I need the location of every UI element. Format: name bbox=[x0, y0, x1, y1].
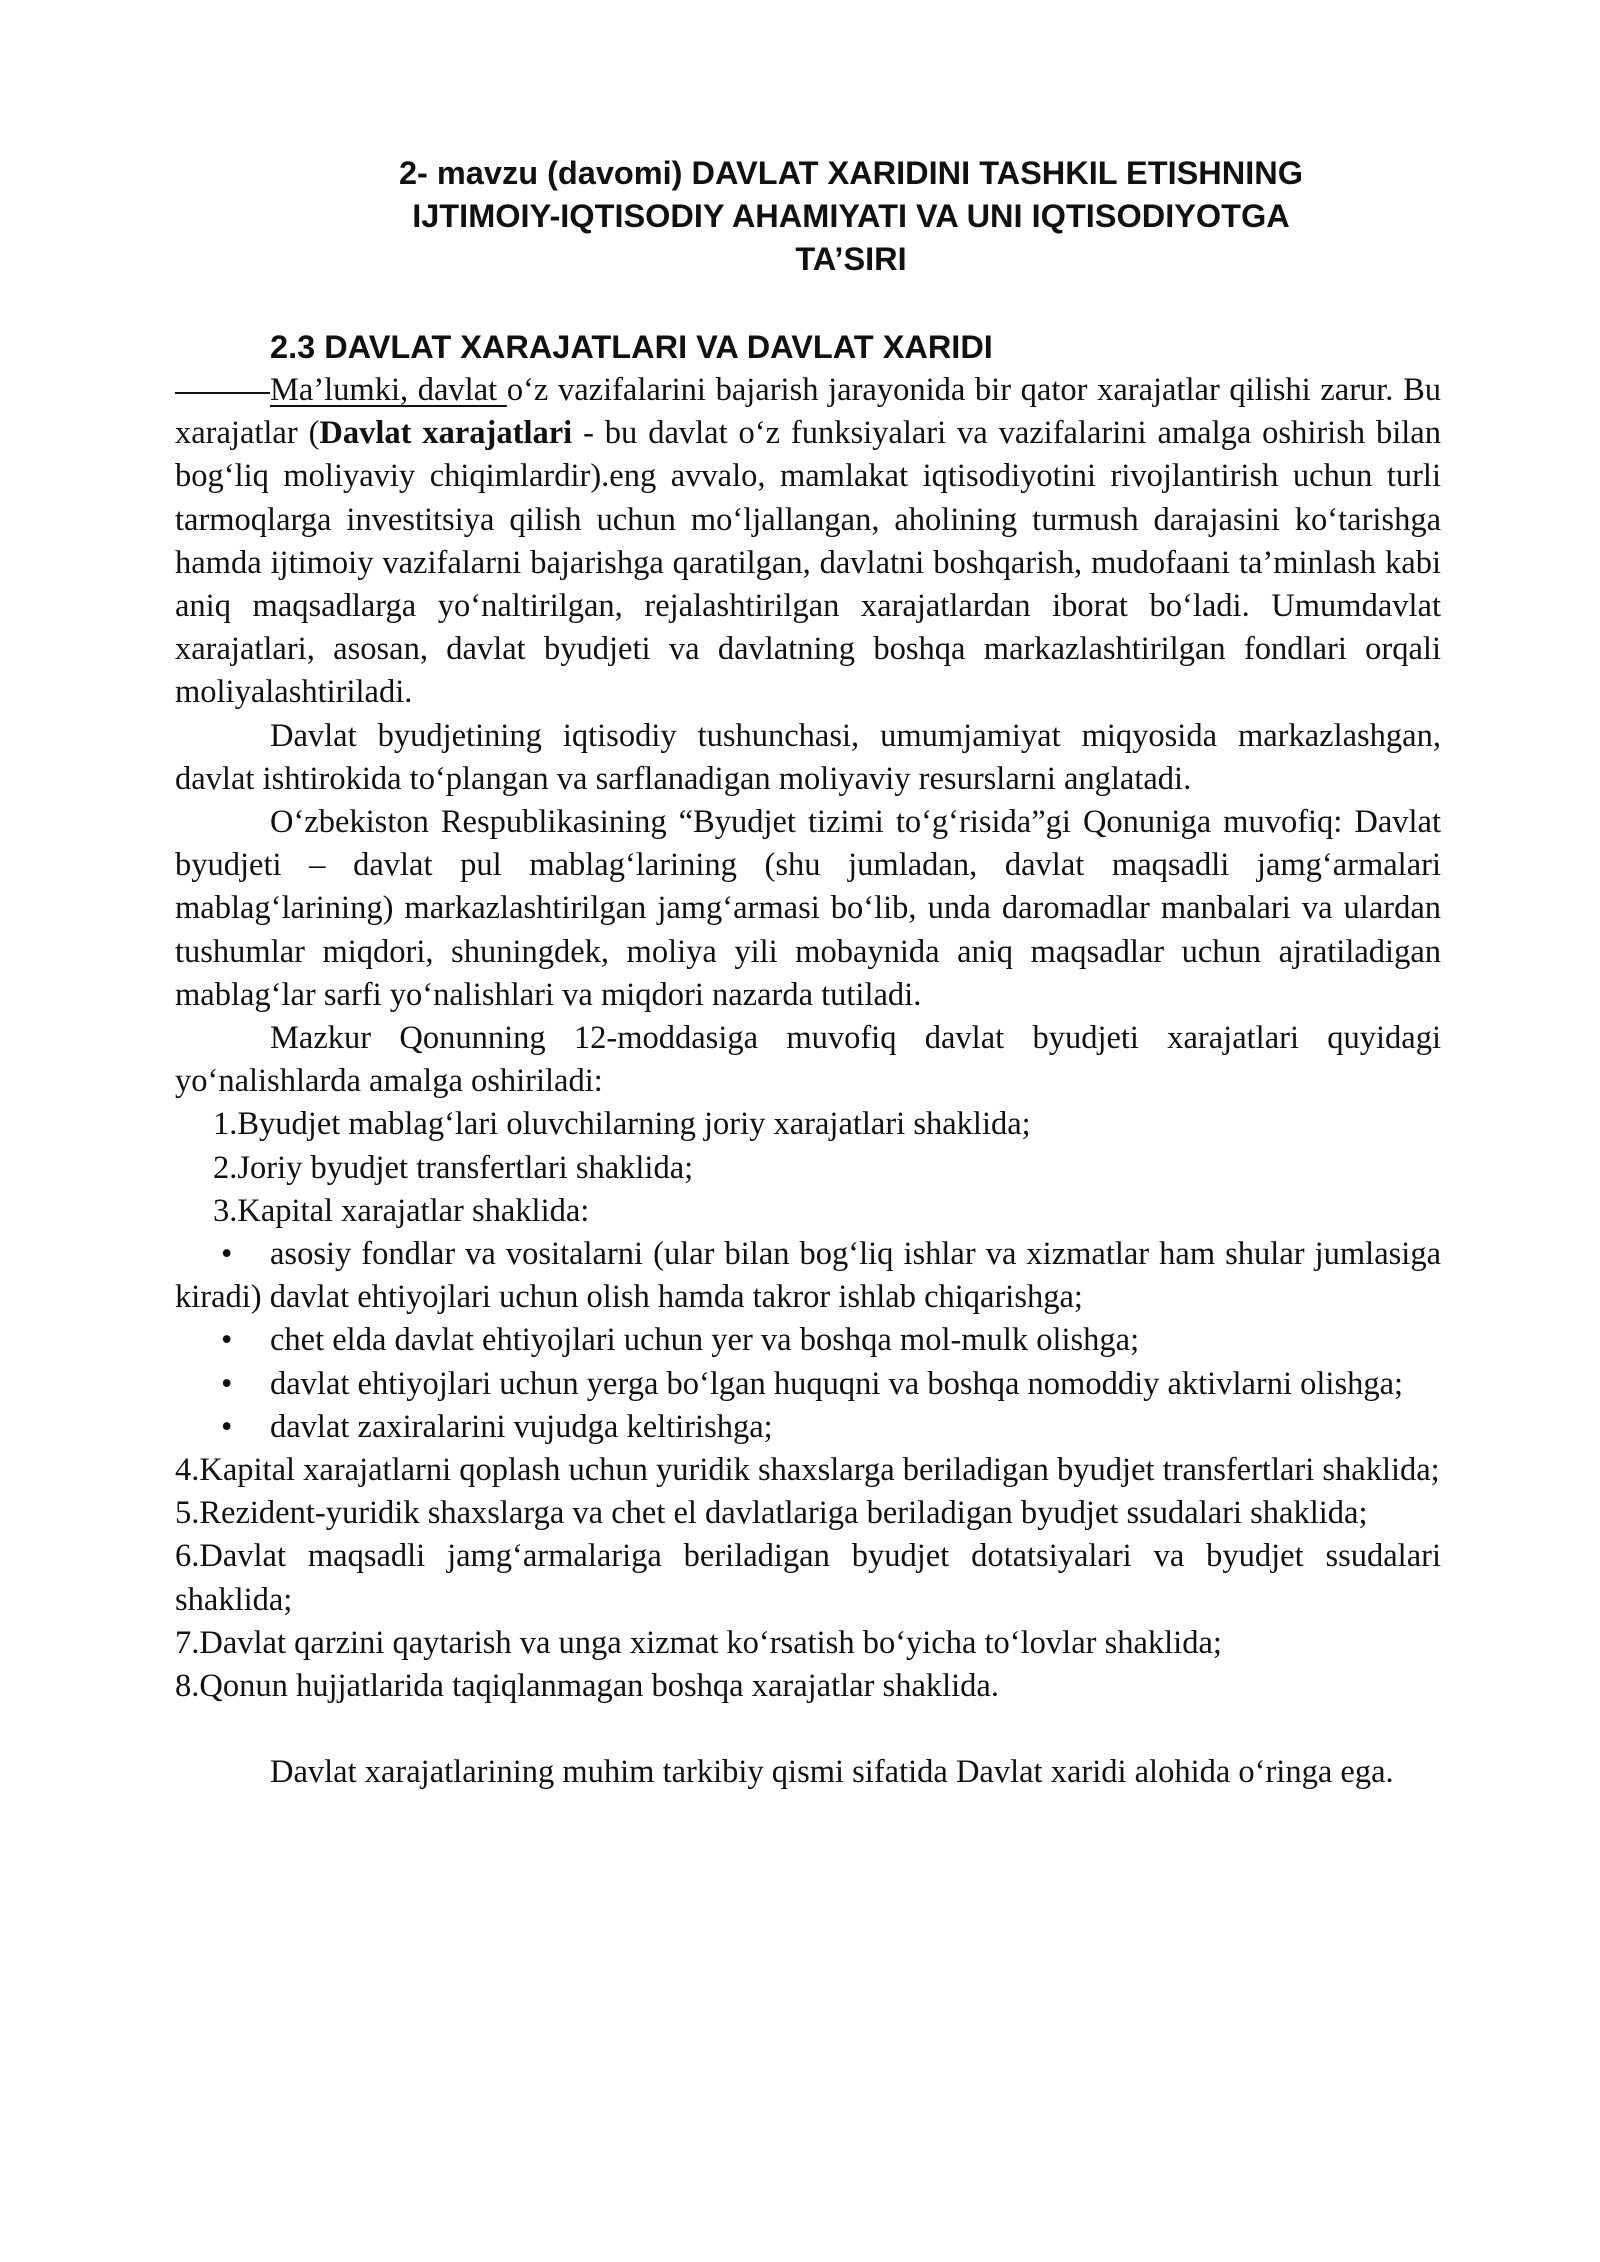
title-line-2: IJTIMOIY-IQTISODIY AHAMIYATI VA UNI IQTISODIYOTGA bbox=[412, 198, 1290, 234]
paragraph-5: Davlat xarajatlarining muhim tarkibiy qismi sifatida Davlat xaridi alohida o‘ringa ega. bbox=[270, 1754, 1394, 1791]
list-item: 7.Davlat qarzini qaytarish va unga xizmat ko‘rsatish bo‘yicha to‘lovlar shaklida; bbox=[175, 1624, 1222, 1661]
paragraph-1-underlined-start: Ma’lumki, davlat bbox=[270, 372, 507, 408]
title-line-1: 2- mavzu (davomi) DAVLAT XARIDINI TASHKIL ETISHNING bbox=[398, 155, 1304, 191]
paragraph-2: Davlat byudjetining iqtisodiy tushunchasi, umumjamiyat miqyosida markazlashgan, davlat ishtirokida to‘plangan va sarflanadigan moliyaviy resurslarni anglatadi. bbox=[175, 717, 1441, 797]
list-item: 5.Rezident-yuridik shaxslarga va chet el davlatlariga beriladigan byudjet ssudalari shaklida; bbox=[175, 1495, 1368, 1532]
section-heading: 2.3 DAVLAT XARAJATLARI VA DAVLAT XARIDI bbox=[270, 329, 993, 365]
document-title bbox=[296, 152, 1406, 281]
list-item: 6.Davlat maqsadli jamg‘armalariga beriladigan byudjet dotatsiyalari va byudjet ssudalari shaklida; bbox=[175, 1538, 1441, 1618]
title-line-3: TA’SIRI bbox=[795, 241, 907, 277]
list-item: 4.Kapital xarajatlarni qoplash uchun yuridik shaxslarga beriladigan byudjet transfertlari shaklida; bbox=[175, 1452, 1440, 1489]
bullet-list bbox=[175, 1233, 1441, 1449]
paragraph-1-text-a: o‘z vazifalarini bajarish jarayonida bir qator xarajatlar qilishi zarur. Bu xarajatlar ( bbox=[175, 372, 1441, 452]
bullet-dot: • bbox=[221, 1236, 233, 1273]
list-item: 8.Qonun hujjatlarida taqiqlanmagan boshqa xarajatlar shaklida. bbox=[175, 1668, 999, 1705]
bullet-dot: • bbox=[221, 1322, 233, 1359]
paragraph-4: Mazkur Qonunning 12-moddasiga muvofiq davlat byudjeti xarajatlari quyidagi yo‘nalishlarda amalga oshiriladi: bbox=[175, 1020, 1441, 1100]
bullet-dot: • bbox=[221, 1365, 233, 1402]
document-body bbox=[175, 369, 1441, 1795]
list-item: 1.Byudjet mablag‘lari oluvchilarning joriy xarajatlari shaklida; bbox=[213, 1106, 1031, 1143]
paragraph-1-text-b: - bu davlat o‘z funksiyalari va vazifalarini amalga oshirish bilan bog‘liq moliyaviy chiqimlardir).eng avvalo, mamlakat iqtisodiyotini rivojlantirish uchun turli tarmoqlarga investitsiya qilish uchun mo‘ljallangan, aholining turmush darajasini ko‘tarishga hamda ijtimoiy vazifalarni bajarishga qaratilgan, davlatni boshqarish, mudofaani ta’minlash kabi aniq maqsadlarga yo‘naltirilgan, rejalashtirilgan xarajatlardan iborat bo‘ladi. Umumdavlat xarajatlari, asosan, davlat byudjeti va davlatning boshqa markazlashtirilgan fondlari orqali moliyalashtiriladi. bbox=[175, 415, 1441, 711]
bullet-text: chet elda davlat ehtiyojlari uchun yer va boshqa mol-mulk olishga; bbox=[270, 1322, 1140, 1359]
list-item: 3.Kapital xarajatlar shaklida: bbox=[213, 1192, 590, 1229]
numbered-list-top bbox=[175, 1103, 1441, 1233]
paragraph-3: O‘zbekiston Respublikasining “Byudjet tizimi to‘g‘risida”gi Qonuniga muvofiq: Davlat byudjeti – davlat pul mablag‘larining (shu jumladan, davlat maqsadli jamg‘armalari mablag‘larining) markazlashtirilgan jamg‘armasi bo‘lib, unda daromadlar manbalari va ulardan tushumlar miqdori, shuningdek, moliya yili mobaynida aniq maqsadlar uchun ajratiladigan mablag‘lar sarfi yo‘nalishlari va miqdori nazarda tutiladi. bbox=[175, 804, 1441, 1013]
bullet-dot: • bbox=[221, 1408, 233, 1445]
paragraph-1-bold-term: Davlat xarajatlari bbox=[319, 415, 573, 452]
bullet-item bbox=[175, 1406, 1441, 1449]
bullet-text: davlat zaxiralarini vujudga keltirishga; bbox=[270, 1408, 773, 1445]
bullet-text: davlat ehtiyojlari uchun yerga bo‘lgan huquqni va boshqa nomoddiy aktivlarni olishga; bbox=[270, 1365, 1404, 1402]
numbered-list-bottom bbox=[175, 1449, 1441, 1708]
bullet-text: asosiy fondlar va vositalarni (ular bilan bog‘liq ishlar va xizmatlar ham shular jumlasiga kiradi) davlat ehtiyojlari uchun olish hamda takror ishlab chiqarishga; bbox=[175, 1236, 1441, 1316]
paragraph-1 bbox=[175, 369, 1441, 715]
list-item: 2.Joriy byudjet transfertlari shaklida; bbox=[213, 1149, 694, 1186]
underline-lead bbox=[175, 391, 270, 394]
bullet-item bbox=[175, 1319, 1441, 1362]
paragraph-spacer bbox=[175, 1708, 1441, 1751]
bullet-item bbox=[175, 1233, 1441, 1319]
bullet-item bbox=[175, 1363, 1441, 1406]
